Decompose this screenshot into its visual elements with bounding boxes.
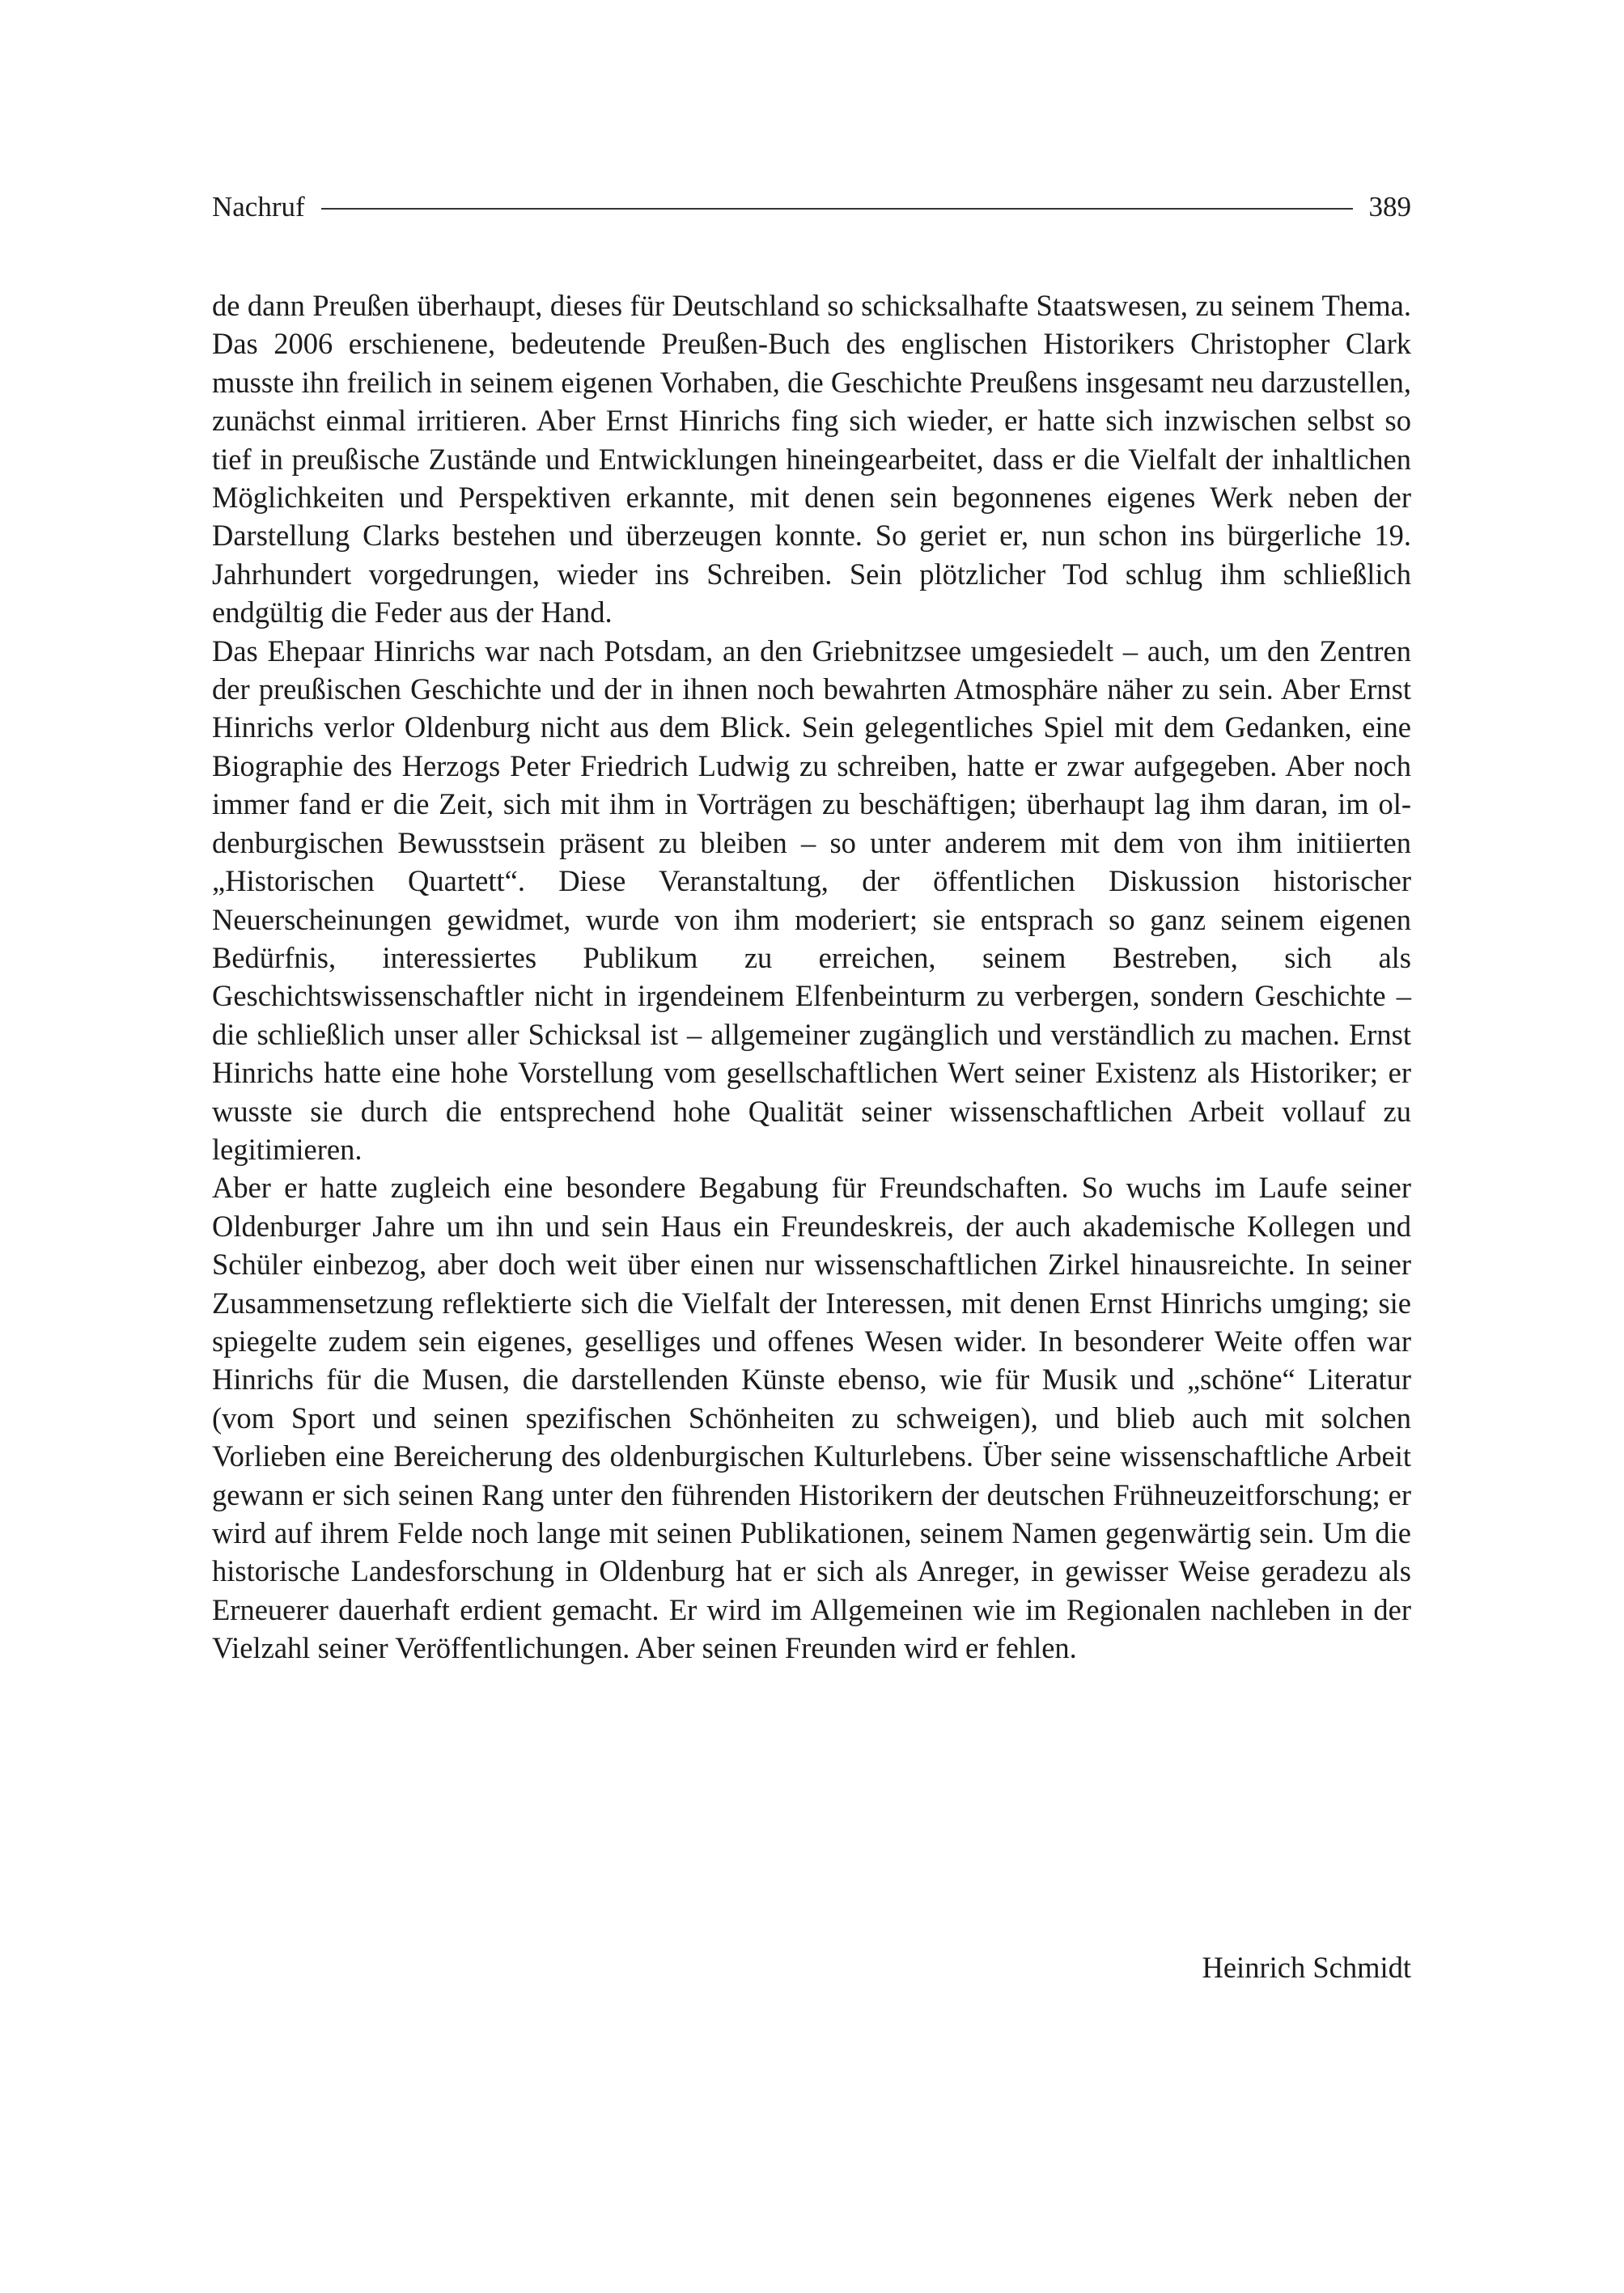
running-header [212,184,1411,230]
article-body [212,286,1411,1668]
paragraph: Das Ehepaar Hinrichs war nach Potsdam, an den Griebnitzsee umgesiedelt – auch, um den Zentren der preußischen Geschichte und der in ihnen noch bewahrten Atmosphäre näher zu sein. Aber Ernst Hinrichs verlor Oldenburg nicht aus dem Blick. Sein gelegentliches Spiel mit dem Gedanken, eine Biographie des Herzogs Peter Friedrich Ludwig zu schreiben, hatte er zwar aufgegeben. Aber noch immer fand er die Zeit, sich mit ihm in Vorträgen zu beschäftigen; überhaupt lag ihm daran, im oldenburgischen Bewusstsein präsent zu bleiben – so unter anderem mit dem von ihm initiierten „Historischen Quartett“. Diese Veranstaltung, der öffentlichen Diskussion historischer Neuerscheinungen gewidmet, wurde von ihm moderiert; sie entsprach so ganz seinem eigenen Bedürfnis, interessiertes Publikum zu erreichen, seinem Bestreben, sich als Geschichtswissenschaftler nicht in irgendeinem Elfenbeinturm zu verbergen, sondern Geschichte – die schließlich unser aller Schicksal ist – allgemeiner zugänglich und verständlich zu machen. Ernst Hinrichs hatte eine hohe Vorstellung vom gesellschaftlichen Wert seiner Existenz als Historiker; er wusste sie durch die entsprechend hohe Qualität seiner wissenschaftlichen Arbeit vollauf zu legitimieren. [212,634,1411,1166]
author-signature: Heinrich Schmidt [1202,1951,1411,1984]
header-rule [321,208,1353,210]
page-number: 389 [1368,191,1411,223]
section-title: Nachruf [212,191,305,223]
paragraph: de dann Preußen überhaupt, dieses für Deutschland so schicksalhafte Staatswesen, zu seinem Thema. Das 2006 erschienene, bedeutende Preußen-Buch des englischen Historikers Christopher Clark musste ihn freilich in seinem eigenen Vorhaben, die Geschichte Preußens insgesamt neu darzustellen, zunächst einmal irritieren. Aber Ernst Hinrichs fing sich wieder, er hatte sich inzwischen selbst so tief in preußische Zustände und Entwicklungen hineingearbeitet, dass er die Vielfalt der inhaltlichen Möglichkeiten und Perspektiven erkannte, mit denen sein begonnenes eigenes Werk neben der Darstellung Clarks bestehen und überzeugen konnte. So geriet er, nun schon ins bürgerliche 19. Jahrhundert vorgedrungen, wieder ins Schreiben. Sein plötzlicher Tod schlug ihm schließlich endgültig die Feder aus der Hand. [212,289,1411,629]
paragraph: Aber er hatte zugleich eine besondere Begabung für Freundschaften. So wuchs im Laufe seiner Oldenburger Jahre um ihn und sein Haus ein Freundeskreis, der auch akademische Kollegen und Schüler einbezog, aber doch weit über einen nur wissenschaftlichen Zirkel hinausreichte. In seiner Zusammensetzung reflektierte sich die Vielfalt der Interessen, mit denen Ernst Hinrichs umging; sie spiegelte zudem sein eigenes, geselliges und offenes Wesen wider. In besonderer Weite offen war Hinrichs für die Musen, die darstellenden Künste ebenso, wie für Musik und „schöne“ Literatur (vom Sport und seinen spezifischen Schönheiten zu schweigen), und blieb auch mit solchen Vorlieben eine Bereicherung des oldenburgischen Kulturlebens. Über seine wissenschaftliche Arbeit gewann er sich seinen Rang unter den führenden Historikern der deutschen Frühneuzeitforschung; er wird auf ihrem Felde noch lange mit seinen Publikationen, seinem Namen gegenwärtig sein. Um die historische Landesforschung in Oldenburg hat er sich als Anreger, in gewisser Weise geradezu als Erneuerer dauerhaft erdient gemacht. Er wird im Allgemeinen wie im Regionalen nachleben in der Vielzahl seiner Veröffentlichungen. Aber seinen Freunden wird er fehlen. [212,1171,1411,1665]
book-page [212,0,1411,2293]
